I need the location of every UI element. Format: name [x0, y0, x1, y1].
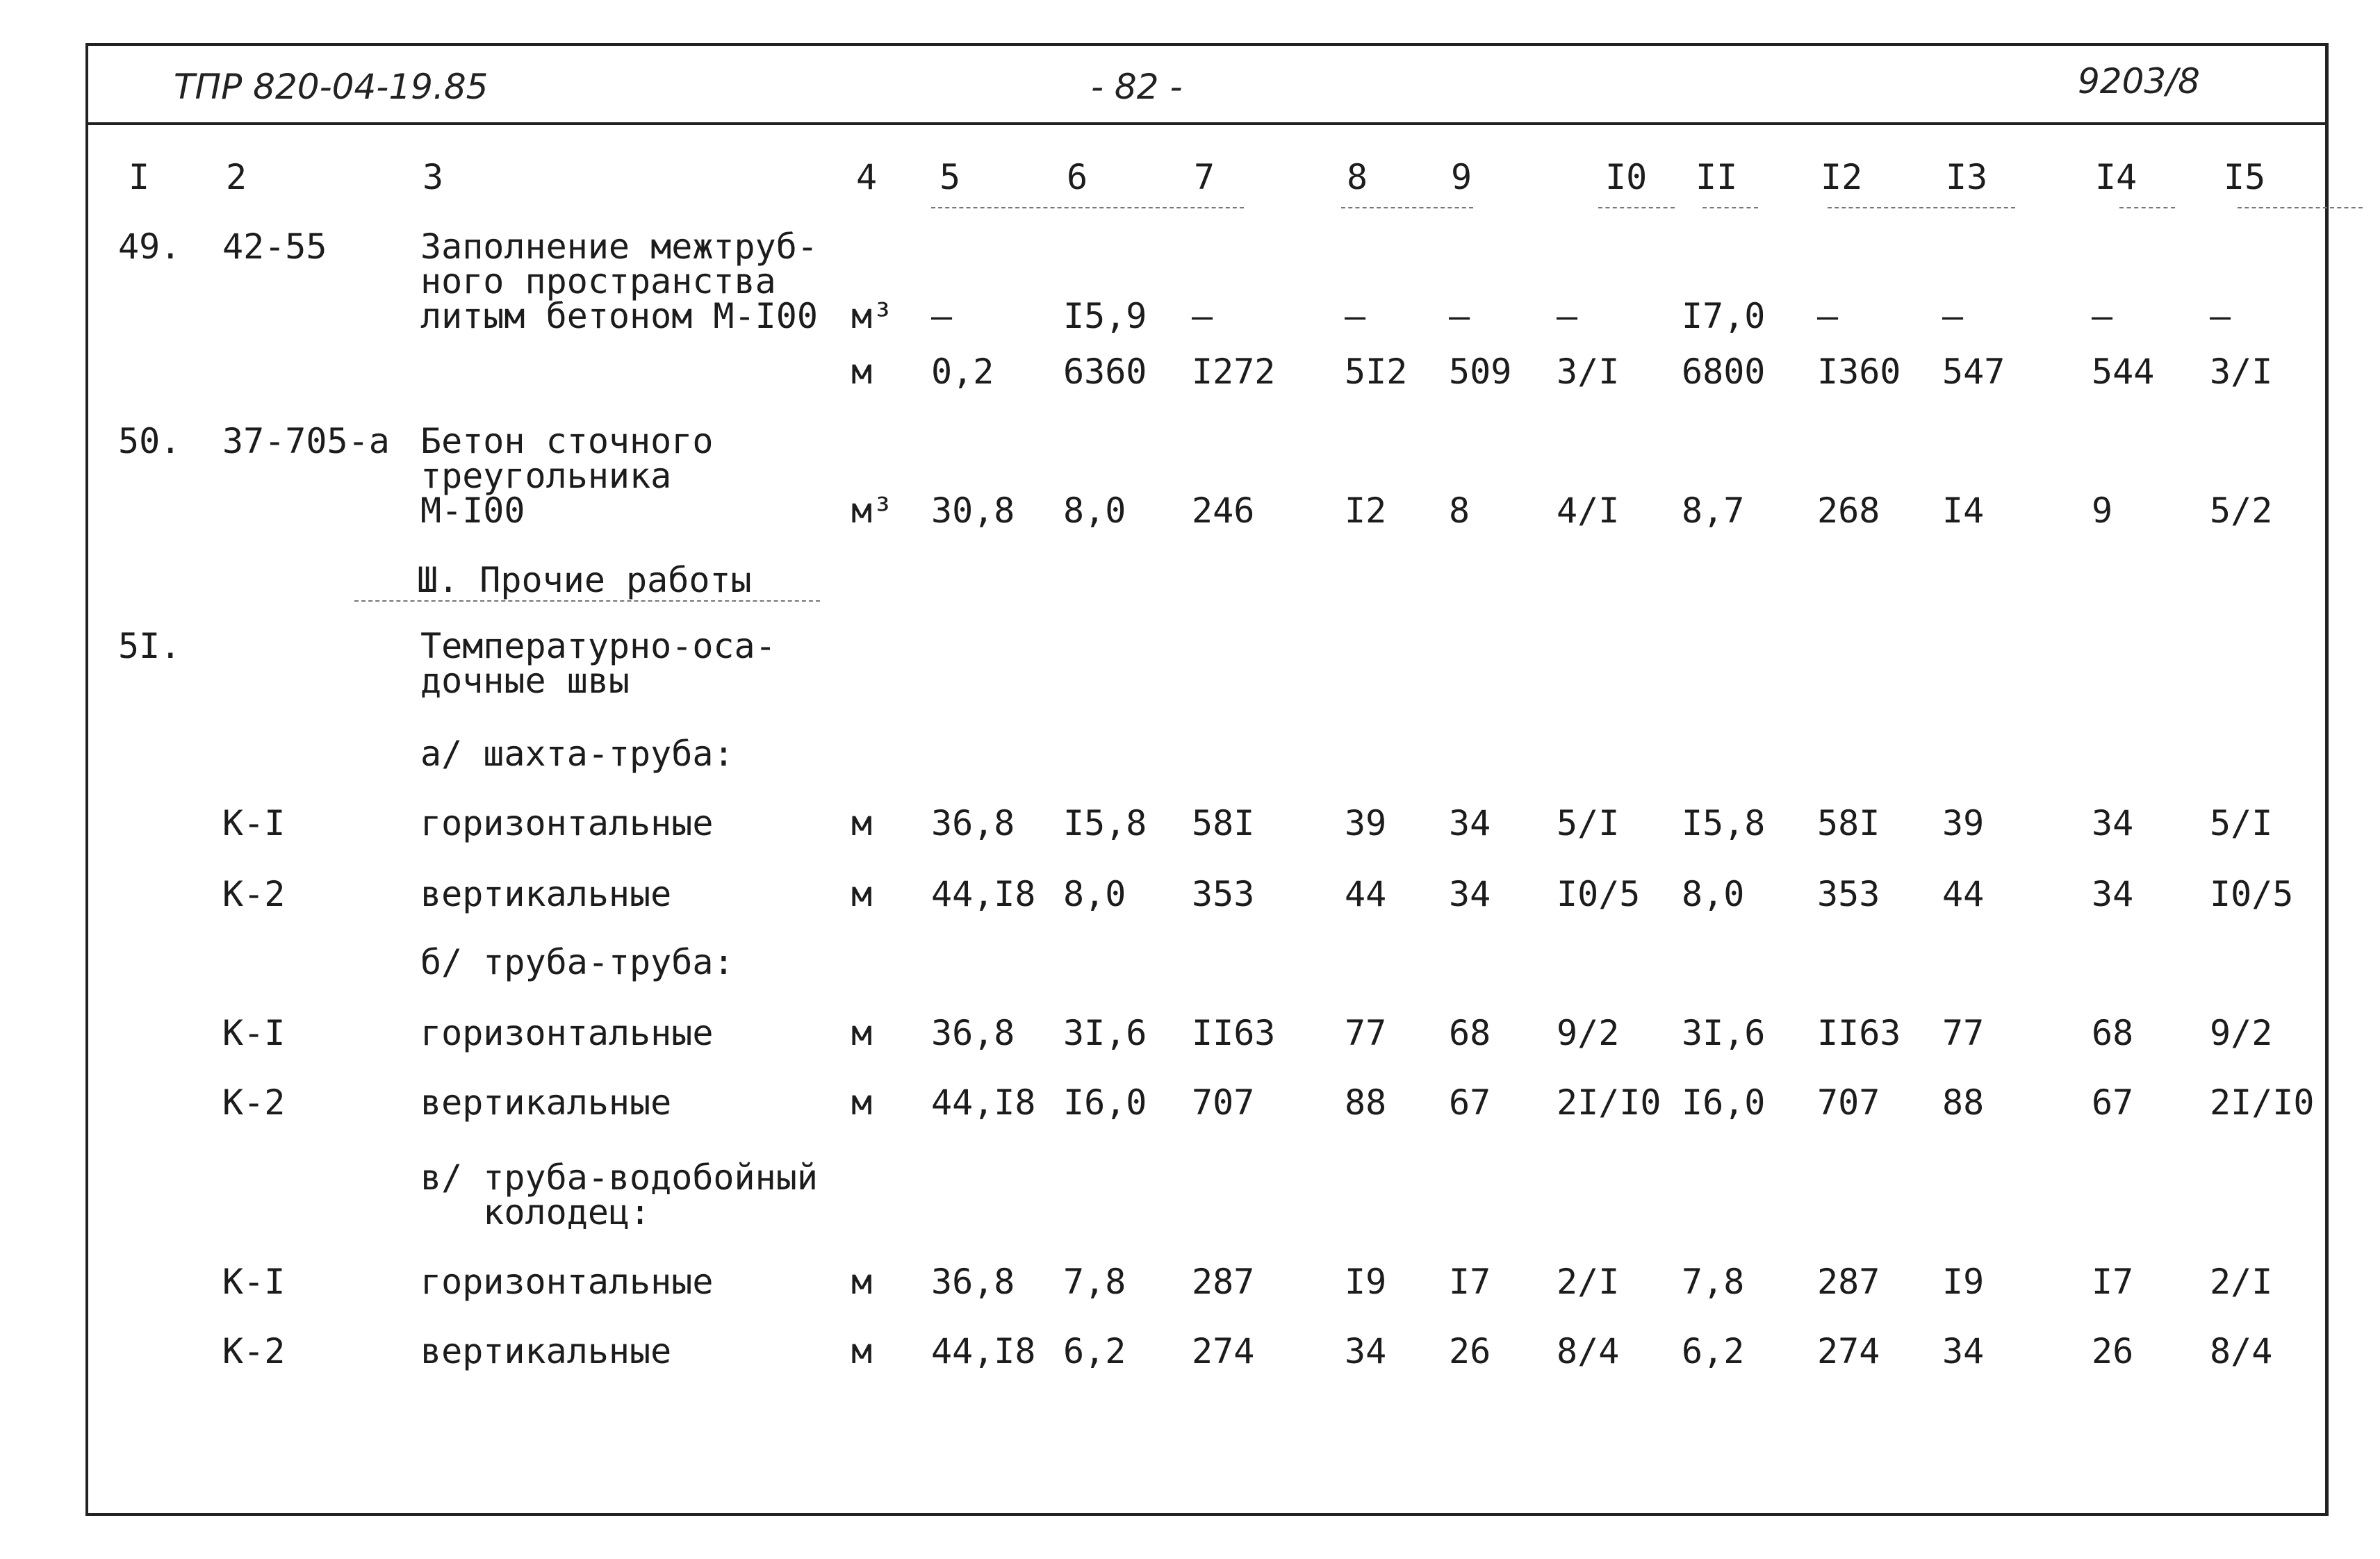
column-number: 6 [1067, 157, 1088, 197]
cell-value: 34 [2092, 803, 2134, 843]
column-number: I0 [1605, 157, 1648, 197]
column-number: 7 [1194, 157, 1215, 197]
cell-value: 30,8 [931, 490, 1015, 531]
cell-value: I9 [1942, 1262, 1985, 1302]
cell-value: II63 [1192, 1013, 1276, 1053]
column-number: 5 [939, 157, 961, 197]
cell-value: 2I/I0 [2210, 1082, 2315, 1123]
cell-value: – [1192, 296, 1213, 336]
cell-value: 9/2 [2210, 1013, 2273, 1053]
cell-value: 287 [1817, 1262, 1880, 1302]
cell-value: 544 [2092, 352, 2155, 392]
cell-value: 8,7 [1682, 490, 1745, 531]
cell-value: 274 [1192, 1331, 1255, 1371]
row-unit: м [851, 352, 873, 392]
cell-value: 6,2 [1063, 1331, 1126, 1371]
cell-value: – [1557, 296, 1578, 336]
row-description: в/ труба-водобойный колодец: [420, 1157, 818, 1232]
row-description: б/ труба-труба: [420, 942, 734, 982]
header-underline [1702, 207, 1758, 208]
column-number: II [1696, 157, 1738, 197]
cell-value: 7,8 [1682, 1262, 1745, 1302]
cell-value: 5/I [1557, 803, 1620, 843]
cell-value: 246 [1192, 490, 1255, 531]
row-number: 5I. [118, 626, 181, 666]
cell-value: 707 [1192, 1082, 1255, 1123]
cell-value: 36,8 [931, 1262, 1015, 1302]
row-code: К-I [222, 1262, 286, 1302]
cell-value: – [2092, 296, 2113, 336]
cell-value: 707 [1817, 1082, 1880, 1123]
cell-value: 68 [2092, 1013, 2134, 1053]
page-number: - 82 - [1091, 67, 1183, 107]
row-description: Температурно-оса- дочные швы [420, 626, 776, 701]
cell-value: 287 [1192, 1262, 1255, 1302]
cell-value: 547 [1942, 352, 2005, 392]
row-description: Заполнение межтруб- ного пространства литым бетоном М-I00 [420, 226, 818, 336]
cell-value: – [1449, 296, 1470, 336]
row-code: К-2 [222, 1082, 286, 1123]
cell-value: I272 [1192, 352, 1276, 392]
column-number: I2 [1821, 157, 1863, 197]
row-code: К-2 [222, 874, 286, 914]
cell-value: 353 [1192, 874, 1255, 914]
cell-value: 26 [2092, 1331, 2134, 1371]
cell-value: 34 [1449, 874, 1491, 914]
row-description: горизонтальные [420, 803, 714, 843]
cell-value: I360 [1817, 352, 1901, 392]
cell-value: 44,I8 [931, 874, 1036, 914]
cell-value: 8/4 [1557, 1331, 1620, 1371]
cell-value: 8,0 [1682, 874, 1745, 914]
cell-value: 39 [1345, 803, 1387, 843]
row-unit: м [851, 1082, 873, 1123]
row-description: горизонтальные [420, 1262, 714, 1302]
cell-value: 34 [2092, 874, 2134, 914]
cell-value: 2/I [1557, 1262, 1620, 1302]
cell-value: 8/4 [2210, 1331, 2273, 1371]
row-unit: м [851, 1331, 873, 1371]
cell-value: 67 [1449, 1082, 1491, 1123]
cell-value: I7,0 [1682, 296, 1766, 336]
cell-value: I5,8 [1063, 803, 1147, 843]
row-code: 37-705-а [222, 421, 390, 461]
section-3-title: Ш. Прочие работы [417, 560, 752, 600]
column-number: I5 [2224, 157, 2266, 197]
cell-value: 9/2 [1557, 1013, 1620, 1053]
cell-value: 8 [1449, 490, 1470, 531]
cell-value: 509 [1449, 352, 1512, 392]
cell-value: 353 [1817, 874, 1880, 914]
doc-code: ТПР 820-04-19.85 [174, 67, 489, 107]
cell-value: 3I,6 [1682, 1013, 1766, 1053]
cell-value: 3I,6 [1063, 1013, 1147, 1053]
header-underline [2119, 207, 2175, 208]
cell-value: 0,2 [931, 352, 994, 392]
cell-value: 8,0 [1063, 490, 1126, 531]
cell-value: 44,I8 [931, 1331, 1036, 1371]
cell-value: I9 [1345, 1262, 1387, 1302]
cell-value: 268 [1817, 490, 1880, 531]
cell-value: I0/5 [1557, 874, 1641, 914]
cell-value: 44 [1942, 874, 1985, 914]
cell-value: I4 [1942, 490, 1985, 531]
cell-value: 77 [1942, 1013, 1985, 1053]
cell-value: 274 [1817, 1331, 1880, 1371]
ref-number: 9203/8 [2078, 61, 2200, 101]
cell-value: 4/I [1557, 490, 1620, 531]
cell-value: I7 [1449, 1262, 1491, 1302]
row-code: 42-55 [222, 226, 327, 267]
row-description: вертикальные [420, 1082, 672, 1123]
cell-value: 36,8 [931, 1013, 1015, 1053]
cell-value: II63 [1817, 1013, 1901, 1053]
cell-value: 88 [1345, 1082, 1387, 1123]
column-number: I4 [2095, 157, 2137, 197]
cell-value: 39 [1942, 803, 1985, 843]
cell-value: 36,8 [931, 803, 1015, 843]
row-unit: м³ [851, 490, 894, 531]
cell-value: – [1817, 296, 1839, 336]
row-description: вертикальные [420, 874, 672, 914]
row-unit: м [851, 1013, 873, 1053]
column-number: 4 [856, 157, 878, 197]
column-number: I [129, 157, 150, 197]
cell-value: 2I/I0 [1557, 1082, 1661, 1123]
cell-value: – [1942, 296, 1964, 336]
cell-value: 5/I [2210, 803, 2273, 843]
cell-value: I0/5 [2210, 874, 2294, 914]
cell-value: 88 [1942, 1082, 1985, 1123]
cell-value: 67 [2092, 1082, 2134, 1123]
cell-value: 6,2 [1682, 1331, 1745, 1371]
cell-value: 44,I8 [931, 1082, 1036, 1123]
row-number: 49. [118, 226, 181, 267]
row-description: вертикальные [420, 1331, 672, 1371]
header-divider [85, 122, 2329, 125]
row-code: К-I [222, 1013, 286, 1053]
cell-value: I6,0 [1063, 1082, 1147, 1123]
cell-value: 68 [1449, 1013, 1491, 1053]
row-code: К-I [222, 803, 286, 843]
section-title-underline [354, 600, 820, 602]
cell-value: 5/2 [2210, 490, 2273, 531]
cell-value: 44 [1345, 874, 1387, 914]
cell-value: – [931, 296, 953, 336]
cell-value: 3/I [2210, 352, 2273, 392]
cell-value: 34 [1942, 1331, 1985, 1371]
cell-value: 5I2 [1345, 352, 1408, 392]
row-unit: м [851, 1262, 873, 1302]
cell-value: – [1345, 296, 1366, 336]
cell-value: I2 [1345, 490, 1387, 531]
cell-value: – [2210, 296, 2231, 336]
cell-value: 58I [1817, 803, 1880, 843]
cell-value: 6800 [1682, 352, 1766, 392]
column-number: 9 [1451, 157, 1472, 197]
column-number: 8 [1347, 157, 1368, 197]
row-code: К-2 [222, 1331, 286, 1371]
row-description: а/ шахта-труба: [420, 734, 734, 774]
column-number: 2 [226, 157, 247, 197]
cell-value: 3/I [1557, 352, 1620, 392]
cell-value: 6360 [1063, 352, 1147, 392]
cell-value: 26 [1449, 1331, 1491, 1371]
cell-value: 77 [1345, 1013, 1387, 1053]
cell-value: 58I [1192, 803, 1255, 843]
column-number: 3 [422, 157, 444, 197]
header-underline [931, 207, 1244, 208]
cell-value: I6,0 [1682, 1082, 1766, 1123]
cell-value: 2/I [2210, 1262, 2273, 1302]
row-unit: м³ [851, 296, 894, 336]
cell-value: 34 [1345, 1331, 1387, 1371]
cell-value: 8,0 [1063, 874, 1126, 914]
row-number: 50. [118, 421, 181, 461]
cell-value: 34 [1449, 803, 1491, 843]
cell-value: I5,8 [1682, 803, 1766, 843]
header-underline [1341, 207, 1473, 208]
header-underline [1828, 207, 2015, 208]
column-number: I3 [1946, 157, 1988, 197]
header-underline [2238, 207, 2363, 208]
row-unit: м [851, 803, 873, 843]
cell-value: 9 [2092, 490, 2113, 531]
cell-value: 7,8 [1063, 1262, 1126, 1302]
row-unit: м [851, 874, 873, 914]
header-underline [1598, 207, 1675, 208]
cell-value: I7 [2092, 1262, 2134, 1302]
row-description: горизонтальные [420, 1013, 714, 1053]
row-description: Бетон сточного треугольника М-I00 [420, 421, 714, 531]
cell-value: I5,9 [1063, 296, 1147, 336]
